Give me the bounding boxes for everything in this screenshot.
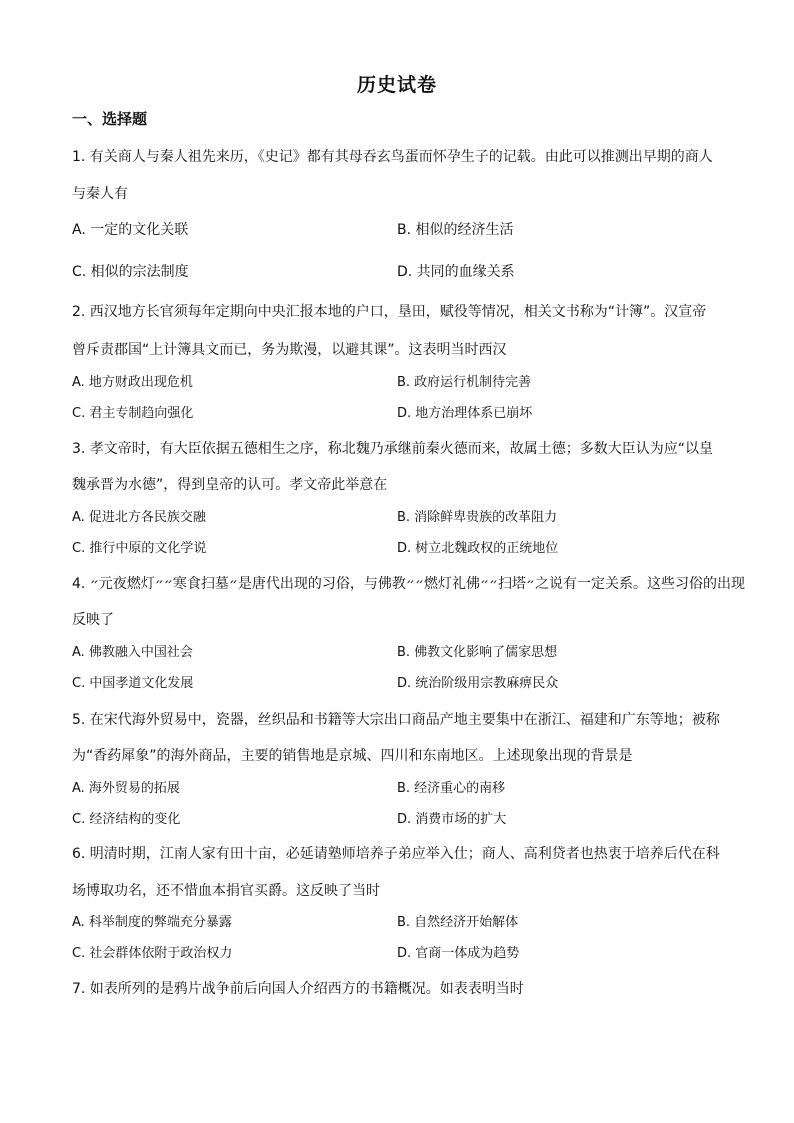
question-5-option-d[interactable]: D. 消费市场的扩大 bbox=[397, 812, 507, 827]
page-title: 历史试卷 bbox=[356, 74, 437, 96]
question-3-line-2: 魏承晋为水德”，得到皇帝的认可。孝文帝此举意在 bbox=[72, 477, 388, 493]
question-1-line-2: 与秦人有 bbox=[72, 186, 128, 202]
question-2-option-c[interactable]: C. 君主专制趋向强化 bbox=[72, 406, 194, 421]
question-4-option-d[interactable]: D. 统治阶级用宗教麻痹民众 bbox=[397, 676, 559, 691]
question-5-line-1: 5. 在宋代海外贸易中，瓷器，丝织品和书籍等大宗出口商品产地主要集中在浙江、福建和广东等地；被称 bbox=[72, 712, 720, 728]
question-7-line-1: 7. 如表所列的是鸦片战争前后向国人介绍西方的书籍概况。如表表明当时 bbox=[72, 981, 524, 997]
question-2-option-d[interactable]: D. 地方治理体系已崩坏 bbox=[397, 406, 533, 421]
question-6-option-a[interactable]: A. 科举制度的弊端充分暴露 bbox=[72, 915, 232, 930]
question-2-option-a[interactable]: A. 地方财政出现危机 bbox=[72, 375, 193, 390]
question-4-option-a[interactable]: A. 佛教融入中国社会 bbox=[72, 645, 193, 660]
question-6-option-b[interactable]: B. 自然经济开始解体 bbox=[397, 915, 519, 930]
question-4-option-c[interactable]: C. 中国孝道文化发展 bbox=[72, 676, 194, 691]
question-6-line-1: 6. 明清时期，江南人家有田十亩，必延请塾师培养子弟应举入仕；商人、高利贷者也热衷于培养后代在科 bbox=[72, 846, 720, 862]
question-4-line-1: 4. ״元夜燃灯״״寒食扫墓״是唐代出现的习俗，与佛教״״燃灯礼佛״״扫塔״之说有一定关系。这些习俗的出现 bbox=[72, 576, 746, 592]
question-4-line-2: 反映了 bbox=[72, 612, 114, 628]
question-1-option-b[interactable]: B. 相似的经济生活 bbox=[397, 222, 514, 238]
question-3-option-c[interactable]: C. 推行中原的文化学说 bbox=[72, 541, 207, 556]
question-6-option-d[interactable]: D. 官商一体成为趋势 bbox=[397, 946, 520, 961]
question-5-line-2: 为“香药犀象”的海外商品，主要的销售地是京城、四川和东南地区。上述现象出现的背景是 bbox=[72, 748, 633, 764]
question-5-option-a[interactable]: A. 海外贸易的拓展 bbox=[72, 781, 180, 796]
question-2-option-b[interactable]: B. 政府运行机制待完善 bbox=[397, 375, 532, 390]
question-2-line-2: 曾斥责郡国“上计簿具文而已，务为欺漫，以避其课”。这表明当时西汉 bbox=[72, 342, 507, 358]
question-6-option-c[interactable]: C. 社会群体依附于政治权力 bbox=[72, 946, 233, 961]
question-3-option-d[interactable]: D. 树立北魏政权的正统地位 bbox=[397, 541, 559, 556]
question-1-option-a[interactable]: A. 一定的文化关联 bbox=[72, 222, 189, 238]
question-3-line-1: 3. 孝文帝时，有大臣依据五德相生之序，称北魏乃承继前秦火德而来，故属土德；多数大臣认为应“以皇 bbox=[72, 441, 714, 457]
question-1-option-c[interactable]: C. 相似的宗法制度 bbox=[72, 264, 189, 280]
question-5-option-b[interactable]: B. 经济重心的南移 bbox=[397, 781, 506, 796]
question-2-line-1: 2. 西汉地方长官须每年定期向中央汇报本地的户口，垦田，赋役等情况，相关文书称为“计簿”。汉宣帝 bbox=[72, 304, 707, 320]
question-4-option-b[interactable]: B. 佛教文化影响了儒家思想 bbox=[397, 645, 558, 660]
section-heading: 一、选择题 bbox=[72, 110, 148, 128]
question-3-option-a[interactable]: A. 促进北方各民族交融 bbox=[72, 510, 206, 525]
question-6-line-2: 场博取功名，还不惜血本捐官买爵。这反映了当时 bbox=[72, 883, 380, 899]
question-3-option-b[interactable]: B. 消除鲜卑贵族的改革阻力 bbox=[397, 510, 558, 525]
question-5-option-c[interactable]: C. 经济结构的变化 bbox=[72, 812, 181, 827]
question-1-line-1: 1. 有关商人与秦人祖先来历，《史记》都有其母吞玄鸟蛋而怀孕生子的记载。由此可以推测出早期的商人 bbox=[72, 149, 713, 165]
question-1-option-d[interactable]: D. 共同的血缘关系 bbox=[397, 264, 515, 280]
